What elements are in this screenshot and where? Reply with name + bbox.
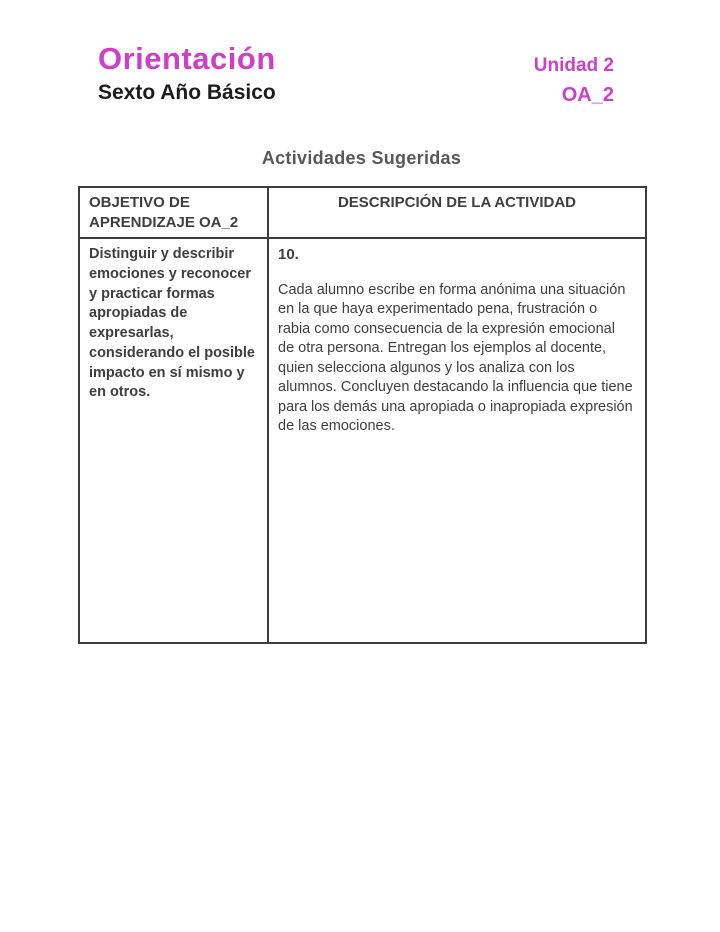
activity-cell — [268, 238, 646, 643]
table-header-row — [79, 187, 646, 239]
header-left-block — [98, 42, 276, 105]
grade-subtitle: Sexto Año Básico — [98, 81, 276, 105]
objective-cell: Distinguir y describir emociones y reconocer y practicar formas apropiadas de expresarlas, considerando el posible impacto en sí mismo y en otros. — [79, 238, 268, 643]
activity-number: 10. — [278, 246, 299, 264]
header-right-block — [534, 42, 614, 107]
page-header — [0, 0, 720, 107]
oa-code-label: OA_2 — [561, 83, 614, 106]
description-column-header: DESCRIPCIÓN DE LA ACTIVIDAD — [268, 187, 646, 239]
unit-label: Unidad 2 — [533, 55, 614, 76]
table-body-row — [79, 238, 646, 643]
activities-table — [78, 186, 647, 645]
subject-title: Orientación — [98, 41, 276, 76]
page-title: Actividades Sugeridas — [261, 147, 462, 168]
activity-description: Cada alumno escribe en forma anónima una situación en la que haya experimentado pena, frustración o rabia como consecuencia de la expresión emocional de otra persona. Entregan los ejemplos al docente, quien selecciona algunos y los analiza con los alumnos. Concluyen destacando la influencia que tiene para los demás una apropiada o inapropiada expresión de las emociones. — [278, 281, 633, 435]
objective-column-header: OBJETIVO DE APRENDIZAJE OA_2 — [79, 187, 268, 239]
